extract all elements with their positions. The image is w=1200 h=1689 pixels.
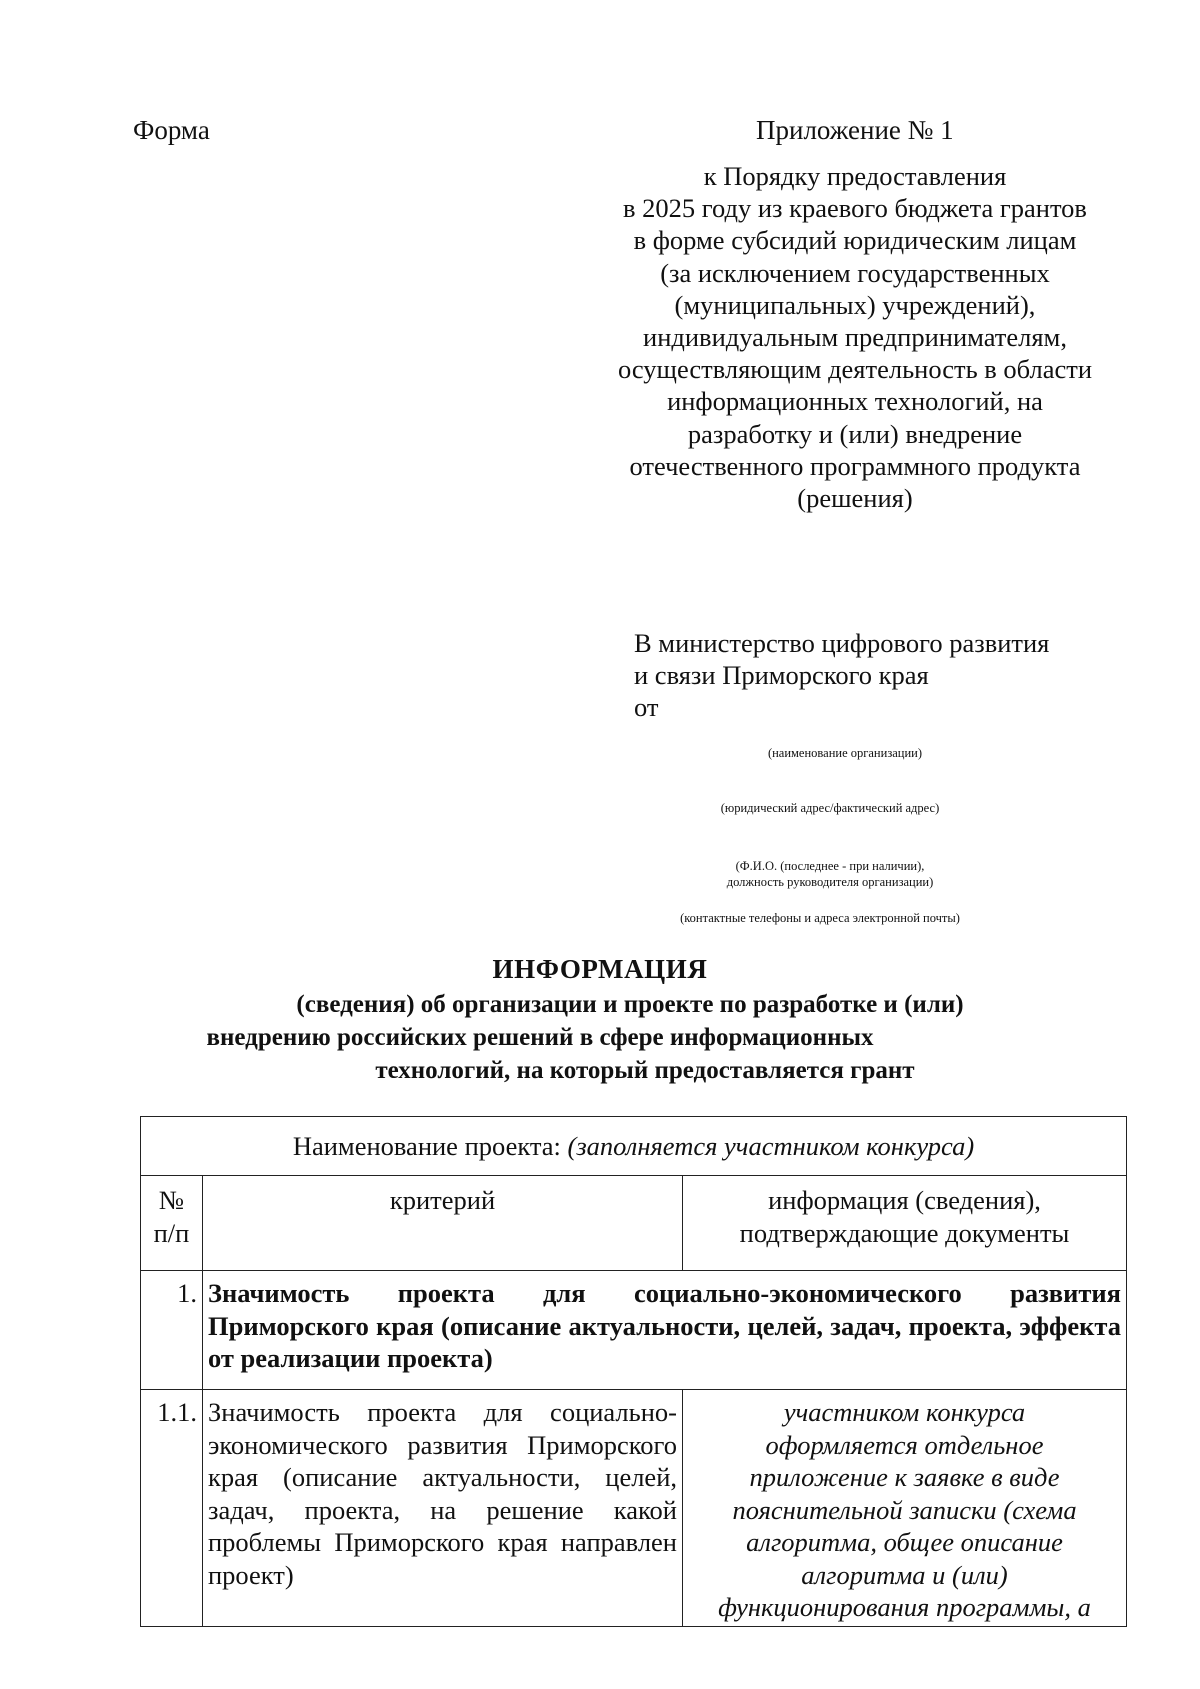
- information-line: алгоритма и (или): [801, 1559, 1008, 1590]
- criterion-text: Значимость проекта для социально-экономического развития Приморского края (описание актуальности, целей, задач, проекта, на решение какой проблемы Приморского края направлен проект): [203, 1390, 683, 1627]
- information-line: функционирования программы, а: [718, 1592, 1091, 1622]
- project-name-label: Наименование проекта:: [292, 1130, 568, 1161]
- appendix-reference: [585, 160, 1125, 514]
- appendix-line: разработку и (или) внедрение: [687, 418, 1023, 449]
- appendix-line: осуществляющим деятельность в области: [617, 354, 1093, 385]
- caption-address: (юридический адрес/фактический адрес): [720, 801, 940, 815]
- caption-head-line: (Ф.И.О. (последнее - при наличии),: [735, 859, 925, 873]
- appendix-line: (за исключением государственных: [660, 257, 1050, 288]
- caption-head-line: должность руководителя организации): [726, 875, 934, 889]
- project-name-cell: [141, 1117, 1127, 1176]
- form-label: Форма: [133, 115, 210, 145]
- subtitle-line: внедрению российских решений в сфере информационных: [206, 1024, 874, 1051]
- appendix-line: индивидуальным предпринимателям,: [643, 322, 1067, 353]
- table-row: [141, 1271, 1127, 1390]
- addressee-block: [634, 627, 1049, 723]
- row-number: 1.1.: [141, 1390, 203, 1627]
- appendix-line: информационных технологий, на: [667, 386, 1043, 417]
- caption-head-of-organization: [600, 858, 1060, 890]
- subtitle-line: технологий, на который предоставляется грант: [375, 1057, 915, 1084]
- project-name-hint: (заполняется участником конкурса): [567, 1130, 975, 1161]
- section-title: Значимость проекта для социально-экономического развития Приморского края (описание актуальности, целей, задач, проекта, эффекта от реализации проекта): [203, 1271, 1127, 1390]
- header-number-line: п/п: [153, 1217, 190, 1248]
- table-header-row: [141, 1176, 1127, 1271]
- caption-organization-name: (наименование организации): [767, 746, 923, 760]
- information-text: [683, 1390, 1127, 1627]
- document-title: ИНФОРМАЦИЯ: [492, 954, 708, 984]
- information-line: алгоритма, общее описание: [746, 1527, 1063, 1557]
- addressee-line: и связи Приморского края: [634, 660, 929, 690]
- appendix-line: (муниципальных) учреждений),: [674, 289, 1036, 320]
- information-line: приложение к заявке в виде: [749, 1462, 1060, 1492]
- caption-contacts: (контактные телефоны и адреса электронной почты): [680, 911, 960, 925]
- appendix-line: в 2025 году из краевого бюджета грантов: [623, 193, 1087, 224]
- appendix-line: в форме субсидий юридическим лицам: [633, 225, 1077, 256]
- addressee-line: от: [634, 692, 659, 722]
- information-line: пояснительной записки (схема: [732, 1494, 1077, 1525]
- header-number: [141, 1176, 203, 1271]
- project-name-row: [141, 1117, 1127, 1176]
- subtitle-line: (сведения) об организации и проекте по разработке и (или): [296, 991, 964, 1018]
- header-information: [683, 1176, 1127, 1271]
- document-heading: [0, 950, 1200, 1087]
- addressee-line: В министерство цифрового развития: [634, 628, 1050, 658]
- appendix-number: Приложение № 1: [756, 115, 954, 145]
- header-information-line: информация (сведения),: [768, 1185, 1041, 1215]
- information-line: участником конкурса: [783, 1397, 1026, 1427]
- appendix-line: к Порядку предоставления: [703, 161, 1007, 191]
- header-information-line: подтверждающие документы: [739, 1217, 1070, 1248]
- row-number: 1.: [141, 1271, 203, 1390]
- document-subtitle: [0, 988, 1200, 1087]
- information-table: [140, 1116, 1127, 1627]
- table-row: [141, 1390, 1127, 1627]
- appendix-line: (решения): [797, 483, 913, 514]
- header-number-line: №: [158, 1185, 185, 1215]
- header-criterion: критерий: [203, 1176, 683, 1271]
- information-line: оформляется отдельное: [765, 1429, 1044, 1460]
- appendix-line: отечественного программного продукта: [629, 450, 1081, 481]
